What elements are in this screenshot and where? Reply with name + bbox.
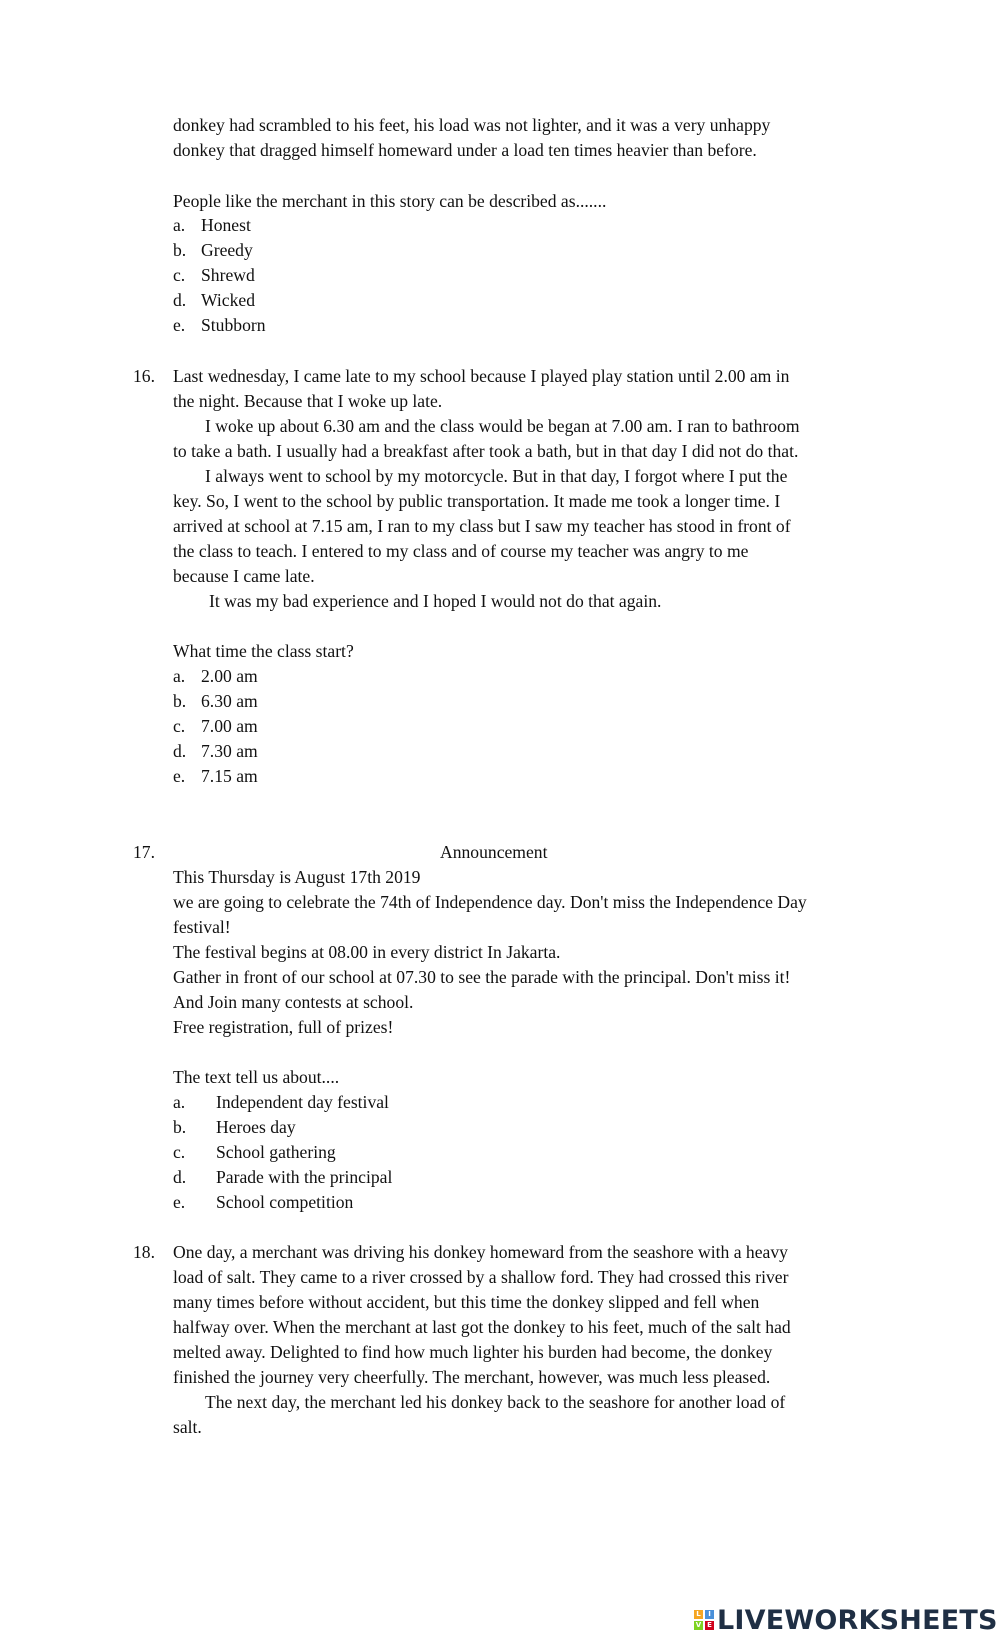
- passage-line: the class to teach. I entered to my class and of course my teacher was angry to me: [173, 541, 749, 561]
- passage-line: halfway over. When the merchant at last got the donkey to his feet, much of the salt had: [173, 1317, 791, 1337]
- passage-line: The festival begins at 08.00 in every district In Jakarta.: [173, 942, 561, 962]
- option-letter: b.: [173, 1117, 187, 1137]
- option-letter: d.: [173, 741, 187, 761]
- option-text: School competition: [216, 1192, 354, 1212]
- option-text: Greedy: [201, 240, 253, 260]
- option-text: 2.00 am: [201, 666, 258, 686]
- announcement-heading: Announcement: [440, 842, 548, 862]
- logo-mark-cell: E: [705, 1621, 714, 1630]
- option-letter: c.: [173, 1142, 186, 1162]
- option-text: 7.15 am: [201, 766, 258, 786]
- passage-line: melted away. Delighted to find how much lighter his burden had become, the donkey: [173, 1342, 773, 1362]
- logo-mark-icon: [694, 1610, 714, 1630]
- logo-text: LIVEWORKSHEETS: [717, 1604, 998, 1636]
- passage-line: many times before without accident, but this time the donkey slipped and fell when: [173, 1292, 760, 1312]
- question-text: What time the class start?: [173, 641, 354, 661]
- passage-line: Free registration, full of prizes!: [173, 1017, 394, 1037]
- option-letter: a.: [173, 215, 186, 235]
- option-letter: c.: [173, 716, 186, 736]
- passage-line: arrived at school at 7.15 am, I ran to my class but I saw my teacher has stood in front of: [173, 516, 791, 536]
- option-letter: e.: [173, 315, 186, 335]
- option-text: Independent day festival: [216, 1092, 389, 1112]
- passage-line: The next day, the merchant led his donkey back to the seashore for another load of: [205, 1392, 786, 1412]
- passage-line: And Join many contests at school.: [173, 992, 414, 1012]
- answer-option[interactable]: [173, 714, 258, 738]
- passage-line: load of salt. They came to a river crossed by a shallow ford. They had crossed this river: [173, 1267, 789, 1287]
- answer-option[interactable]: [173, 213, 251, 237]
- answer-option[interactable]: [173, 1140, 336, 1164]
- option-letter: b.: [173, 691, 187, 711]
- answer-option[interactable]: [173, 1090, 389, 1114]
- answer-option[interactable]: [173, 1115, 296, 1139]
- option-text: Stubborn: [201, 315, 266, 335]
- option-text: Shrewd: [201, 265, 255, 285]
- option-text: 7.00 am: [201, 716, 258, 736]
- passage-line: I woke up about 6.30 am and the class would be began at 7.00 am. I ran to bathroom: [205, 416, 800, 436]
- passage-line: because I came late.: [173, 566, 315, 586]
- answer-option[interactable]: [173, 739, 258, 763]
- passage-line: donkey that dragged himself homeward under a load ten times heavier than before.: [173, 140, 757, 160]
- question-text: People like the merchant in this story can be described as.......: [173, 191, 607, 211]
- option-letter: a.: [173, 666, 186, 686]
- passage-line: the night. Because that I woke up late.: [173, 391, 443, 411]
- passage-line: key. So, I went to the school by public transportation. It made me took a longer time. I: [173, 491, 781, 511]
- answer-option[interactable]: [173, 313, 266, 337]
- option-letter: e.: [173, 766, 186, 786]
- passage-line: One day, a merchant was driving his donkey homeward from the seashore with a heavy: [173, 1242, 788, 1262]
- passage-line: we are going to celebrate the 74th of Independence day. Don't miss the Independence Day: [173, 892, 807, 912]
- question-number: 18.: [133, 1242, 155, 1262]
- option-letter: a.: [173, 1092, 186, 1112]
- answer-option[interactable]: [173, 1165, 393, 1189]
- passage-line: I always went to school by my motorcycle. But in that day, I forgot where I put the: [205, 466, 788, 486]
- liveworksheets-logo[interactable]: [694, 1602, 998, 1638]
- answer-option[interactable]: [173, 263, 255, 287]
- passage-line: festival!: [173, 917, 231, 937]
- question-number: 17.: [133, 842, 155, 862]
- logo-mark-cell: L: [694, 1610, 703, 1619]
- answer-option[interactable]: [173, 689, 258, 713]
- passage-line: Last wednesday, I came late to my school because I played play station until 2.00 am in: [173, 366, 790, 386]
- logo-mark-cell: I: [705, 1610, 714, 1619]
- passage-line: to take a bath. I usually had a breakfast after took a bath, but in that day I did not do that.: [173, 441, 799, 461]
- passage-line: donkey had scrambled to his feet, his load was not lighter, and it was a very unhappy: [173, 115, 771, 135]
- answer-option[interactable]: [173, 288, 256, 312]
- question-text: The text tell us about....: [173, 1067, 340, 1087]
- option-text: 6.30 am: [201, 691, 258, 711]
- question-number: 16.: [133, 366, 155, 386]
- passage-line: Gather in front of our school at 07.30 to see the parade with the principal. Don't miss it!: [173, 967, 791, 987]
- answer-option[interactable]: [173, 664, 258, 688]
- option-text: Honest: [201, 215, 251, 235]
- passage-line: finished the journey very cheerfully. The merchant, however, was much less pleased.: [173, 1367, 771, 1387]
- option-text: School gathering: [216, 1142, 336, 1162]
- option-text: Heroes day: [216, 1117, 296, 1137]
- passage-line: This Thursday is August 17th 2019: [173, 867, 421, 887]
- option-text: Wicked: [201, 290, 256, 310]
- option-letter: e.: [173, 1192, 186, 1212]
- option-text: 7.30 am: [201, 741, 258, 761]
- option-letter: d.: [173, 1167, 187, 1187]
- option-letter: b.: [173, 240, 187, 260]
- passage-line: It was my bad experience and I hoped I would not do that again.: [209, 591, 662, 611]
- option-text: Parade with the principal: [216, 1167, 393, 1187]
- passage-line: salt.: [173, 1417, 202, 1437]
- answer-option[interactable]: [173, 764, 258, 788]
- option-letter: d.: [173, 290, 187, 310]
- answer-option[interactable]: [173, 1190, 354, 1214]
- logo-mark-cell: V: [695, 1621, 702, 1629]
- option-letter: c.: [173, 265, 186, 285]
- answer-option[interactable]: [173, 238, 253, 262]
